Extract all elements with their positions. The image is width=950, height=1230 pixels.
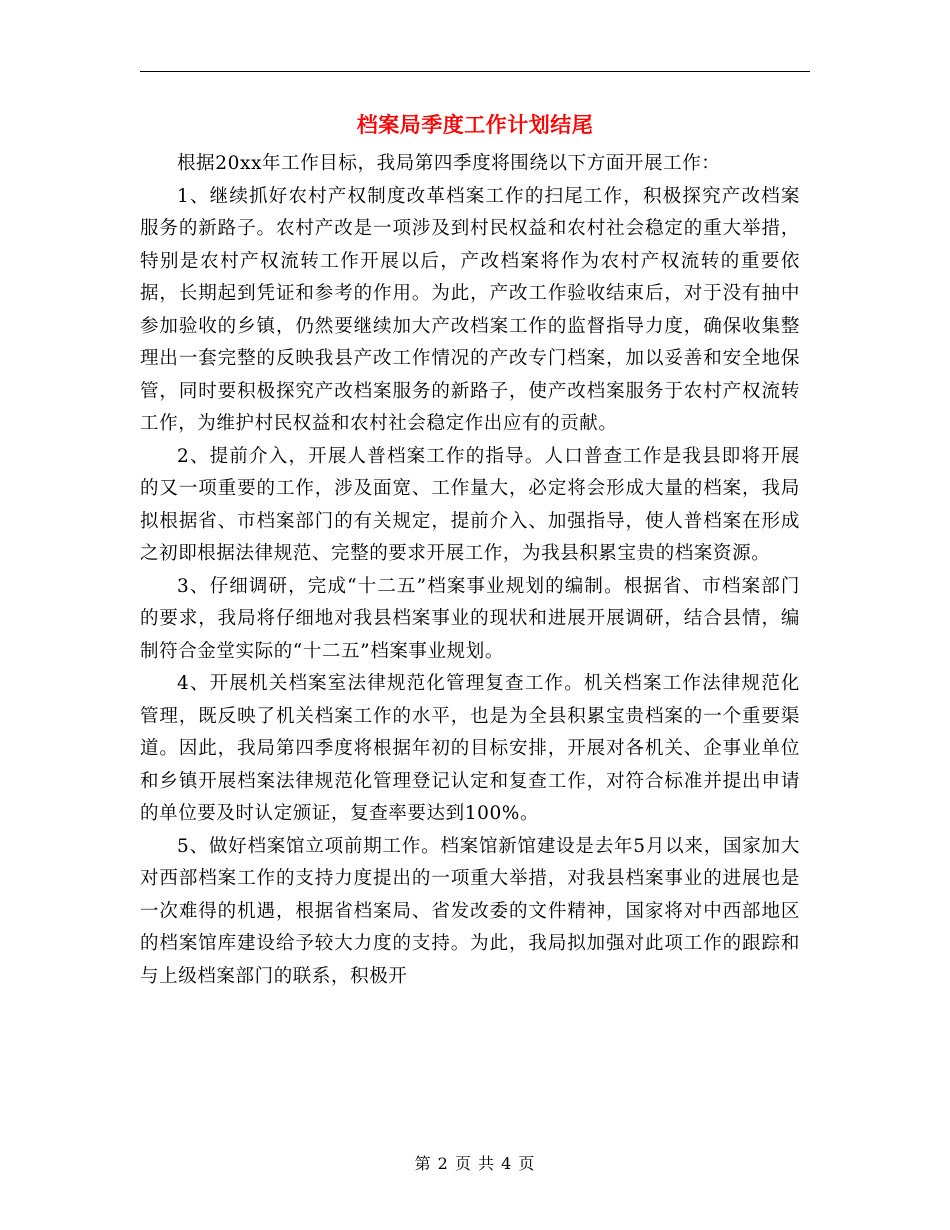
paragraph-item-4: 4、开展机关档案室法律规范化管理复查工作。机关档案工作法律规范化管理，既反映了机关档案工作的水平，也是为全县积累宝贵档案的一个重要渠道。因此，我局第四季度将根据年初的目标安排，开展对各机关、企事业单位和乡镇开展档案法律规范化管理登记认定和复查工作，对符合标准并提出申请的单位要及时认定颁证，复查率要达到100%。 <box>140 673 800 824</box>
document-body <box>140 148 800 993</box>
document-title: 档案局季度工作计划结尾 <box>356 113 594 137</box>
paragraph-item-1: 1、继续抓好农村产权制度改革档案工作的扫尾工作，积极探究产改档案服务的新路子。农村产改是一项涉及到村民权益和农村社会稳定的重大举措，特别是农村产权流转工作开展以后，产改档案将作为农村产权流转的重要依据，长期起到凭证和参考的作用。为此，产改工作验收结束后，对于没有抽中参加验收的乡镇，仍然要继续加大产改档案工作的监督指导力度，确保收集整理出一套完整的反映我县产改工作情况的产改专门档案，加以妥善和安全地保管，同时要积极探究产改档案服务的新路子，使产改档案服务于农村产权流转工作，为维护村民权益和农村社会稳定作出应有的贡献。 <box>140 185 800 434</box>
paragraph-item-2: 2、提前介入，开展人普档案工作的指导。人口普查工作是我县即将开展的又一项重要的工作，涉及面宽、工作量大，必定将会形成大量的档案，我局拟根据省、市档案部门的有关规定，提前介入、加强指导，使人普档案在形成之初即根据法律规范、完整的要求开展工作，为我县积累宝贵的档案资源。 <box>140 445 800 564</box>
paragraph-item-5: 5、做好档案馆立项前期工作。档案馆新馆建设是去年5月以来，国家加大对西部档案工作的支持力度提出的一项重大举措，对我县档案事业的进展也是一次难得的机遇，根据省档案局、省发改委的文件精神，国家将对中西部地区的档案馆库建设给予较大力度的支持。为此，我局拟加强对此项工作的跟踪和与上级档案部门的联系，积极开 <box>140 835 800 987</box>
page-footer: 第 2 页 共 4 页 <box>414 1154 536 1173</box>
header-rule <box>140 71 810 72</box>
paragraph-item-3: 3、仔细调研，完成“十二五”档案事业规划的编制。根据省、市档案部门的要求，我局将仔细地对我县档案事业的现状和进展开展调研，结合县情，编制符合金堂实际的“十二五”档案事业规划。 <box>140 575 800 662</box>
paragraph-intro: 根据20xx年工作目标，我局第四季度将围绕以下方面开展工作： <box>177 153 721 174</box>
